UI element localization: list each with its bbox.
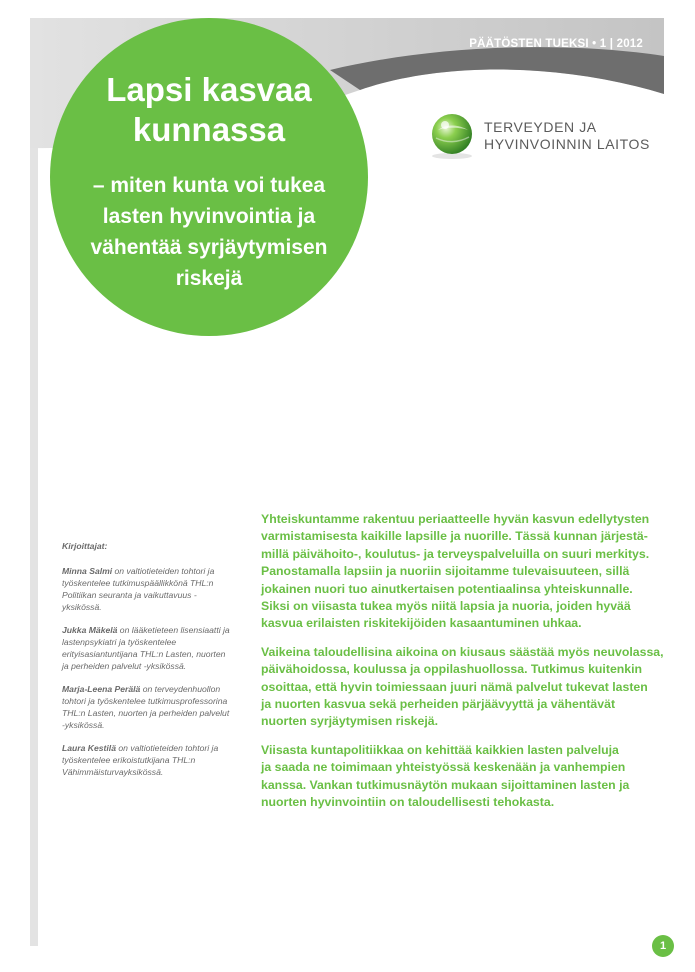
body-line: ja nuorten kasvua sekä perheiden pärjäävyyttä ja vähentävät [261, 697, 616, 712]
globe-icon [428, 112, 478, 162]
thl-logo [428, 112, 658, 162]
author-name: Jukka Mäkelä [62, 625, 118, 635]
author-entry [62, 565, 234, 613]
body-paragraph [261, 644, 664, 731]
body-line: kasvua erilaisten riskitekijöiden kasaantuminen uhkaa. [261, 616, 582, 631]
body-line: osoittaa, että hyvin toimiessaan juuri nämä palvelut tukevat lasten [261, 679, 648, 694]
body-line: Panostamalla lapsiin ja nuoriin sijoitamme tulevaisuuteen, sillä [261, 564, 630, 579]
subtitle-line: lasten hyvinvointia ja [102, 205, 316, 228]
authors-heading: Kirjoittajat: [62, 541, 108, 551]
subtitle-line: – miten kunta voi tukea [92, 174, 326, 197]
body-paragraph [261, 511, 650, 633]
series-label: PÄÄTÖSTEN TUEKSI • 1 | 2012 [469, 38, 643, 50]
body-line: nuorten hyvinvointiin on taloudellisesti tehokasta. [261, 795, 555, 810]
author-name: Marja-Leena Perälä [62, 684, 141, 694]
document-subtitle [50, 170, 368, 294]
subtitle-line: vähentää syrjäytymisen [90, 236, 328, 259]
title-line: Lapsi kasvaa [106, 71, 312, 108]
body-line: ja saada ne toimimaan yhteistyössä keskenään ja vanhempien [261, 760, 626, 775]
subtitle-line: riskejä [175, 267, 243, 290]
body-paragraph [261, 742, 645, 812]
body-line: Siksi on viisasta tukea myös niitä lapsia ja nuoria, joiden hyvää [261, 599, 631, 614]
body-line: millä päivähoito-, koulutus- ja terveyspalveluilla on suuri merkitys. [261, 546, 650, 561]
title-circle [50, 18, 368, 336]
gray-left-strip [30, 18, 38, 946]
logo-text [484, 119, 650, 153]
author-entry [62, 742, 234, 778]
body-line: Yhteiskuntamme rakentuu periaatteelle hyvän kasvun edellytysten [261, 512, 650, 526]
author-description: on valtiotieteiden tohtori ja työskentelee erikoistutkijana THL:n Vähimmäisturvayksikössä. [62, 743, 219, 777]
body-line: Viisasta kuntapolitiikkaa on kehittää kaikkien lasten palveluja [261, 742, 619, 757]
author-entry [62, 624, 234, 672]
page-number: 1 [652, 935, 674, 957]
body-line: nuorten syrjäytymisen riskejä. [261, 714, 439, 729]
authors-sidebar [62, 540, 234, 789]
logo-line: HYVINVOINNIN LAITOS [484, 136, 650, 152]
body-line: Vaikeina taloudellisina aikoina on kiusaus säästää myös neuvolassa, [261, 644, 664, 659]
title-line: kunnassa [132, 111, 286, 148]
body-line: jokainen nuori tuo ainutkertaisen potentiaalinsa yhteiskunnalle. [261, 581, 633, 596]
author-name: Laura Kestilä [62, 743, 116, 753]
author-description: on valtiotieteiden tohtori ja työskentelee tutkimuspäällikkönä THL:n Politiikan seuranta ja vaikuttavuus -yksikössä. [62, 566, 215, 612]
author-entry [62, 683, 234, 731]
logo-line: TERVEYDEN JA [484, 119, 597, 135]
document-title [50, 70, 368, 150]
body-line: kanssa. Vankan tutkimusnäytön mukaan sijoittaminen lasten ja [261, 777, 630, 792]
body-line: päivähoidossa, koulussa ja oppilashuollossa. Tutkimus kuitenkin [261, 662, 643, 677]
author-description: on terveydenhuollon tohtori ja työskentelee tutkimusprofessorina THL:n Lasten, nuorten ja perheiden palvelut -yksikössä. [62, 684, 230, 730]
author-name: Minna Salmi [62, 566, 113, 576]
body-line: varmistamisesta kaikille lapsille ja nuorille. Tässä kunnan järjestä- [261, 529, 648, 544]
author-description: on lääketieteen lisensiaatti ja lastenpsykiatri ja työskentelee erityisasiantuntijana THL:n Lasten, nuorten ja perheiden palvelut -yksikössä. [62, 625, 230, 671]
body-text [261, 511, 664, 823]
